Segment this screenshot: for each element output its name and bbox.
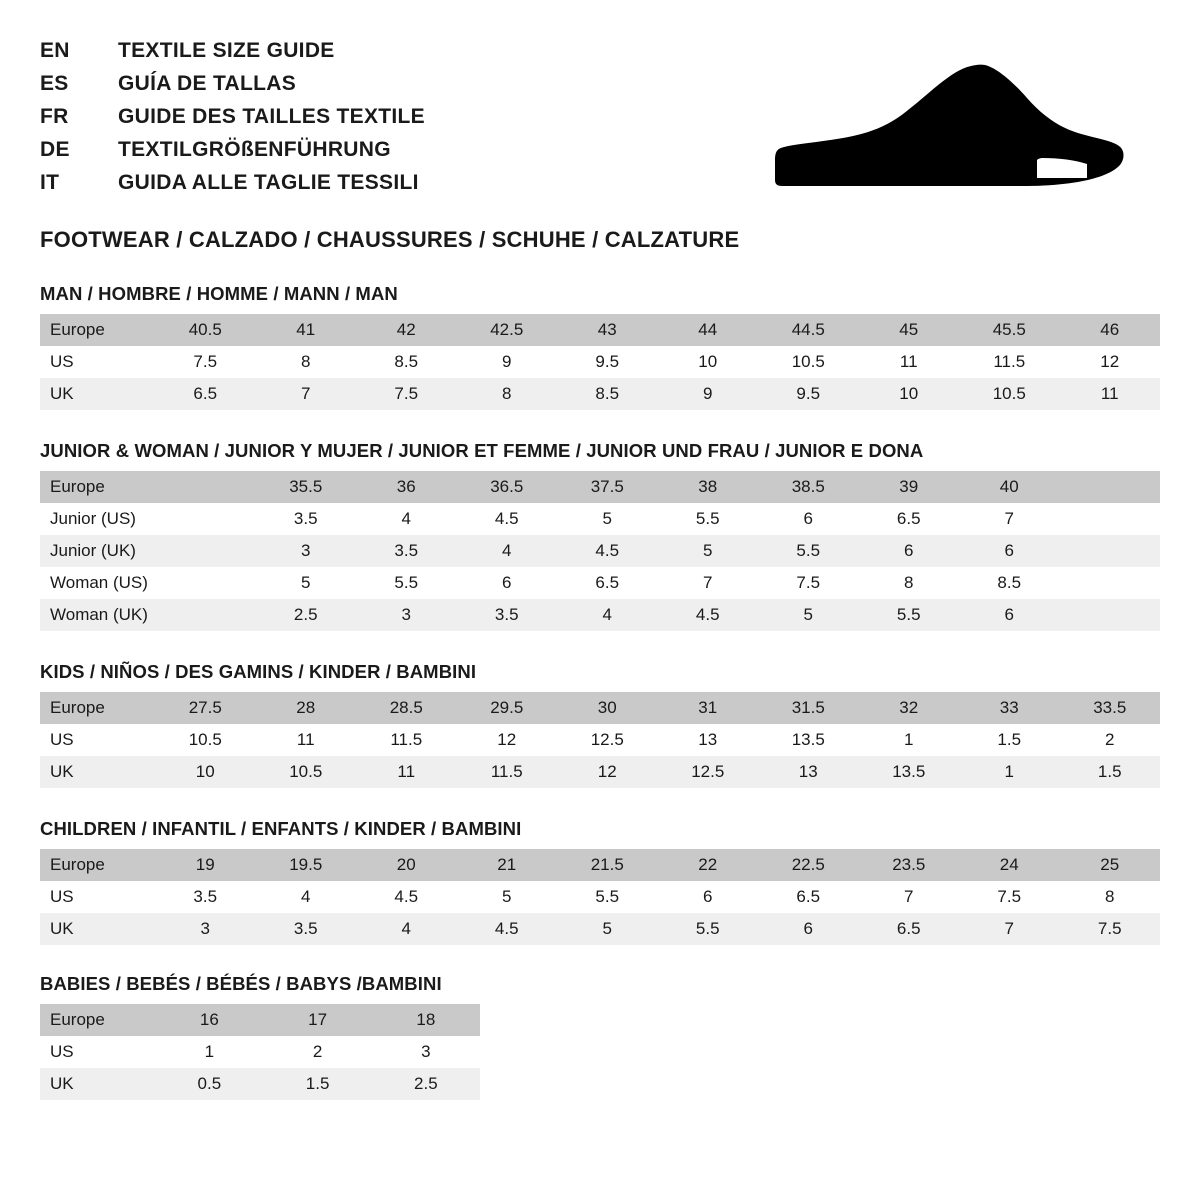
language-title: GUÍA DE TALLAS [118,72,297,95]
row-label: UK [40,756,155,788]
language-code: EN [40,39,70,62]
cell: 7.5 [356,378,457,410]
page-header [40,34,1160,199]
language-code: IT [40,171,60,194]
cell: 17 [263,1004,371,1036]
cell: 1 [959,756,1060,788]
row-label: US [40,346,155,378]
cell: 13 [758,756,859,788]
cell: 6.5 [859,503,960,535]
language-row-it [40,166,425,199]
table-row [40,756,1160,788]
cell: 33 [959,692,1060,724]
cell: 39 [859,471,960,503]
cell: 6 [959,599,1060,631]
cell: 5.5 [356,567,457,599]
row-label: US [40,724,155,756]
row-label: Junior (UK) [40,535,155,567]
cell: 1 [859,724,960,756]
table-row [40,503,1160,535]
cell: 8 [1060,881,1161,913]
cell: 5 [557,503,658,535]
cell: 3.5 [155,881,256,913]
row-label: Europe [40,849,155,881]
cell: 45.5 [959,314,1060,346]
cell: 11 [1060,378,1161,410]
section-title: CHILDREN / INFANTIL / ENFANTS / KINDER / BAMBINI [40,818,522,839]
cell: 13.5 [859,756,960,788]
cell: 41 [256,314,357,346]
cell: 19 [155,849,256,881]
footwear-category-title: FOOTWEAR / CALZADO / CHAUSSURES / SCHUHE / CALZATURE [40,227,740,252]
cell: 2 [1060,724,1161,756]
cell: 0.5 [155,1068,263,1100]
cell: 23.5 [859,849,960,881]
cell: 4.5 [457,503,558,535]
cell [1060,535,1161,567]
table-row [40,913,1160,945]
language-code: ES [40,72,69,95]
cell: 40.5 [155,314,256,346]
cell: 22 [658,849,759,881]
section-babies [40,973,1160,1100]
table-row [40,599,1160,631]
row-label: UK [40,913,155,945]
size-table-babies [40,1004,480,1100]
cell [155,567,256,599]
size-table-kids [40,692,1160,788]
cell: 7.5 [959,881,1060,913]
cell: 5 [256,567,357,599]
cell: 4.5 [356,881,457,913]
cell: 6.5 [859,913,960,945]
language-row-en [40,34,425,67]
cell: 3 [155,913,256,945]
cell: 10 [155,756,256,788]
cell [155,471,256,503]
cell: 42.5 [457,314,558,346]
cell: 11 [356,756,457,788]
cell: 4 [457,535,558,567]
section-junior-woman [40,440,1160,631]
cell: 10.5 [256,756,357,788]
cell: 11.5 [457,756,558,788]
cell: 10 [859,378,960,410]
cell: 5 [557,913,658,945]
cell: 4 [356,503,457,535]
cell: 5 [457,881,558,913]
cell: 2.5 [256,599,357,631]
language-code: DE [40,138,70,161]
section-children [40,818,1160,945]
cell: 35.5 [256,471,357,503]
cell: 10.5 [758,346,859,378]
cell: 43 [557,314,658,346]
cell: 19.5 [256,849,357,881]
language-row-fr [40,100,425,133]
dress-shoe-icon [775,62,1125,192]
cell: 31 [658,692,759,724]
section-title: MAN / HOMBRE / HOMME / MANN / MAN [40,283,398,304]
row-label: Europe [40,314,155,346]
cell: 5.5 [557,881,658,913]
table-row [40,692,1160,724]
cell: 6 [758,503,859,535]
row-label: Europe [40,1004,155,1036]
language-title: GUIDA ALLE TAGLIE TESSILI [118,171,419,194]
cell: 10.5 [155,724,256,756]
cell: 21.5 [557,849,658,881]
cell: 44 [658,314,759,346]
cell: 1.5 [1060,756,1161,788]
cell: 4.5 [658,599,759,631]
section-title: BABIES / BEBÉS / BÉBÉS / BABYS /BAMBINI [40,973,442,994]
cell: 12 [557,756,658,788]
language-row-de [40,133,425,166]
cell: 3.5 [256,913,357,945]
table-row [40,378,1160,410]
section-title: KIDS / NIÑOS / DES GAMINS / KINDER / BAMBINI [40,661,477,682]
cell: 7.5 [155,346,256,378]
cell: 24 [959,849,1060,881]
cell: 25 [1060,849,1161,881]
row-label: Woman (UK) [40,599,155,631]
table-row [40,881,1160,913]
cell: 11 [256,724,357,756]
cell: 5.5 [658,913,759,945]
row-label: US [40,1036,155,1068]
cell: 27.5 [155,692,256,724]
cell: 9 [457,346,558,378]
cell: 7 [959,503,1060,535]
row-label: UK [40,378,155,410]
cell: 16 [155,1004,263,1036]
cell: 13.5 [758,724,859,756]
row-label: Junior (US) [40,503,155,535]
cell [155,535,256,567]
cell: 12.5 [658,756,759,788]
cell: 3 [356,599,457,631]
cell: 7 [859,881,960,913]
cell: 3.5 [356,535,457,567]
table-row [40,471,1160,503]
cell [1060,599,1161,631]
cell: 9.5 [557,346,658,378]
cell: 4 [256,881,357,913]
cell: 7.5 [1060,913,1161,945]
table-row [40,1036,480,1068]
section-man [40,283,1160,410]
table-row [40,849,1160,881]
language-title-list [40,34,425,199]
cell: 29.5 [457,692,558,724]
cell: 33.5 [1060,692,1161,724]
cell: 46 [1060,314,1161,346]
cell [155,503,256,535]
cell: 6.5 [155,378,256,410]
cell: 28 [256,692,357,724]
cell: 6 [658,881,759,913]
table-row [40,567,1160,599]
cell: 38 [658,471,759,503]
cell: 5.5 [758,535,859,567]
cell: 3.5 [457,599,558,631]
cell: 5 [758,599,859,631]
cell: 12 [457,724,558,756]
cell: 40 [959,471,1060,503]
cell: 11.5 [959,346,1060,378]
size-table-children [40,849,1160,945]
cell: 6 [859,535,960,567]
cell: 45 [859,314,960,346]
cell: 8.5 [557,378,658,410]
cell: 8 [859,567,960,599]
cell: 7 [658,567,759,599]
cell: 36.5 [457,471,558,503]
cell: 36 [356,471,457,503]
cell: 4 [557,599,658,631]
row-label: Woman (US) [40,567,155,599]
cell: 10.5 [959,378,1060,410]
cell: 6.5 [758,881,859,913]
table-row [40,346,1160,378]
cell: 3 [372,1036,480,1068]
cell: 4 [356,913,457,945]
cell: 2 [263,1036,371,1068]
cell: 13 [658,724,759,756]
cell: 44.5 [758,314,859,346]
cell: 7 [959,913,1060,945]
cell: 1 [155,1036,263,1068]
section-kids [40,661,1160,788]
cell: 3 [256,535,357,567]
cell: 10 [658,346,759,378]
table-row [40,1068,480,1100]
cell: 6 [457,567,558,599]
table-row [40,724,1160,756]
cell: 1.5 [263,1068,371,1100]
cell: 38.5 [758,471,859,503]
cell: 7.5 [758,567,859,599]
size-table-man [40,314,1160,410]
cell: 22.5 [758,849,859,881]
cell: 6 [959,535,1060,567]
cell: 30 [557,692,658,724]
cell: 8 [457,378,558,410]
cell: 12.5 [557,724,658,756]
cell [155,599,256,631]
language-row-es [40,67,425,100]
language-code: FR [40,105,69,128]
row-label: Europe [40,692,155,724]
cell: 12 [1060,346,1161,378]
cell: 18 [372,1004,480,1036]
cell: 31.5 [758,692,859,724]
cell: 4.5 [557,535,658,567]
table-row [40,314,1160,346]
cell [1060,503,1161,535]
language-title: TEXTILGRÖßENFÜHRUNG [118,138,391,161]
cell: 2.5 [372,1068,480,1100]
cell: 4.5 [457,913,558,945]
cell: 5.5 [859,599,960,631]
cell: 21 [457,849,558,881]
cell [1060,567,1161,599]
cell: 9 [658,378,759,410]
cell: 8 [256,346,357,378]
cell: 5.5 [658,503,759,535]
cell: 37.5 [557,471,658,503]
language-title: GUIDE DES TAILLES TEXTILE [118,105,425,128]
cell: 32 [859,692,960,724]
cell: 7 [256,378,357,410]
cell: 8.5 [356,346,457,378]
cell: 9.5 [758,378,859,410]
section-title: JUNIOR & WOMAN / JUNIOR Y MUJER / JUNIOR ET FEMME / JUNIOR UND FRAU / JUNIOR E DONA [40,440,924,461]
cell: 5 [658,535,759,567]
size-table-junior-woman [40,471,1160,631]
cell: 20 [356,849,457,881]
row-label: Europe [40,471,155,503]
cell: 11.5 [356,724,457,756]
cell: 6 [758,913,859,945]
cell [1060,471,1161,503]
row-label: UK [40,1068,155,1100]
language-title: TEXTILE SIZE GUIDE [118,39,335,62]
cell: 6.5 [557,567,658,599]
table-row [40,535,1160,567]
cell: 3.5 [256,503,357,535]
table-row [40,1004,480,1036]
cell: 11 [859,346,960,378]
cell: 8.5 [959,567,1060,599]
cell: 42 [356,314,457,346]
row-label: US [40,881,155,913]
cell: 28.5 [356,692,457,724]
cell: 1.5 [959,724,1060,756]
